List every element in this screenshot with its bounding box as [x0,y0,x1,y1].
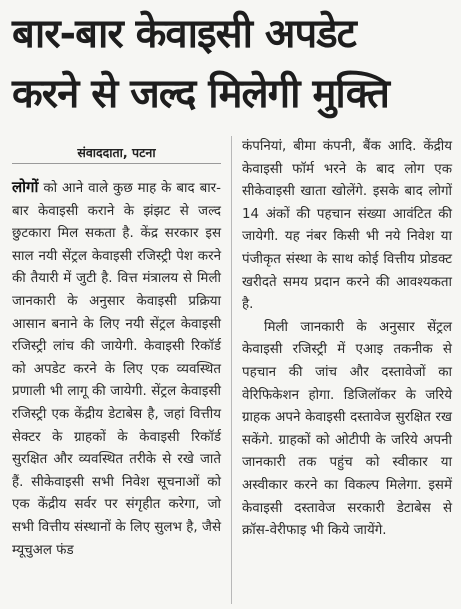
lead-word: लोगों [12,178,39,196]
article-column-left [12,136,232,604]
headline-line-2: करने से जल्द मिलेगी मुक्ति [12,71,389,117]
byline: संवाददाता, पटना [12,136,221,164]
left-paragraph-text: को आने वाले कुछ माह के बाद बार-बार केवाइसी कराने के झंझट से जल्द छुटकारा मिल सकता है. केंद्र सरकार इस साल नयी सेंट्रल केवाइसी रजिस्ट्री पेश करने की तैयारी में जुटी है. वित्त मंत्रालय से मिली जानकारी के अनुसार केवाइसी प्रक्रिया आसान बनाने के लिए नयी सेंट्रल केवाइसी रजिस्ट्री लांच की जायेगी. केवाइसी रिकॉर्ड को अपडेट करने के लिए एक व्यवस्थित प्रणाली भी लागू की जायेगी. सेंट्रल केवाइसी रजिस्ट्री एक केंद्रीय डेटाबेस है, जहां वित्तीय सेक्टर के ग्राहकों के केवाइसी रिकॉर्ड सुरक्षित और व्यवस्थित तरीके से रखे जाते हैं. सीकेवाइसी सभी निवेश सूचनाओं को एक केंद्रीय सर्वर पर संगृहीत करेगा, जो सभी वित्तीय संस्थानों के लिए सुलभ है, जैसे म्यूचुअल फंड [12,181,221,558]
article-paragraph-right-2: मिली जानकारी के अनुसार सेंट्रल केवाइसी रजिस्ट्री में एआइ तकनीक से पहचान की जांच और दस्तावेजों का वेरिफिकेशन होगा. डिजिलॉकर के जरिये ग्राहक अपने केवाइसी दस्तावेज सुरक्षित रख सकेंगे. ग्राहकों को ओटीपी के जरिये अपनी जानकारी तक पहुंच को स्वीकार या अस्वीकार करने का विकल्प मिलेगा. इसमें केवाइसी दस्तावेज सरकारी डेटाबेस से क्रॉस-वेरीफाइ भी किये जायेंगे. [242,319,452,539]
article-columns [12,136,452,604]
headline [12,11,451,117]
article-paragraph-right-1: कंपनियां, बीमा कंपनी, बैंक आदि. केंद्रीय केवाइसी फॉर्म भरने के बाद लोग एक सीकेवाइसी खाता खोलेंगे. इसके बाद लोगों 14 अंकों की पहचान संख्या आवंटित की जायेगी. यह नंबर किसी भी नये निवेश या पंजीकृत संस्था के साथ कोई वित्तीय प्रोडक्ट खरीदते समय प्रदान करने की आवश्यकता है. [242,139,452,313]
article-paragraph-left [12,176,221,562]
headline-line-1: बार-बार केवाइसी अपडेट [12,11,356,57]
article-column-right [232,136,452,604]
